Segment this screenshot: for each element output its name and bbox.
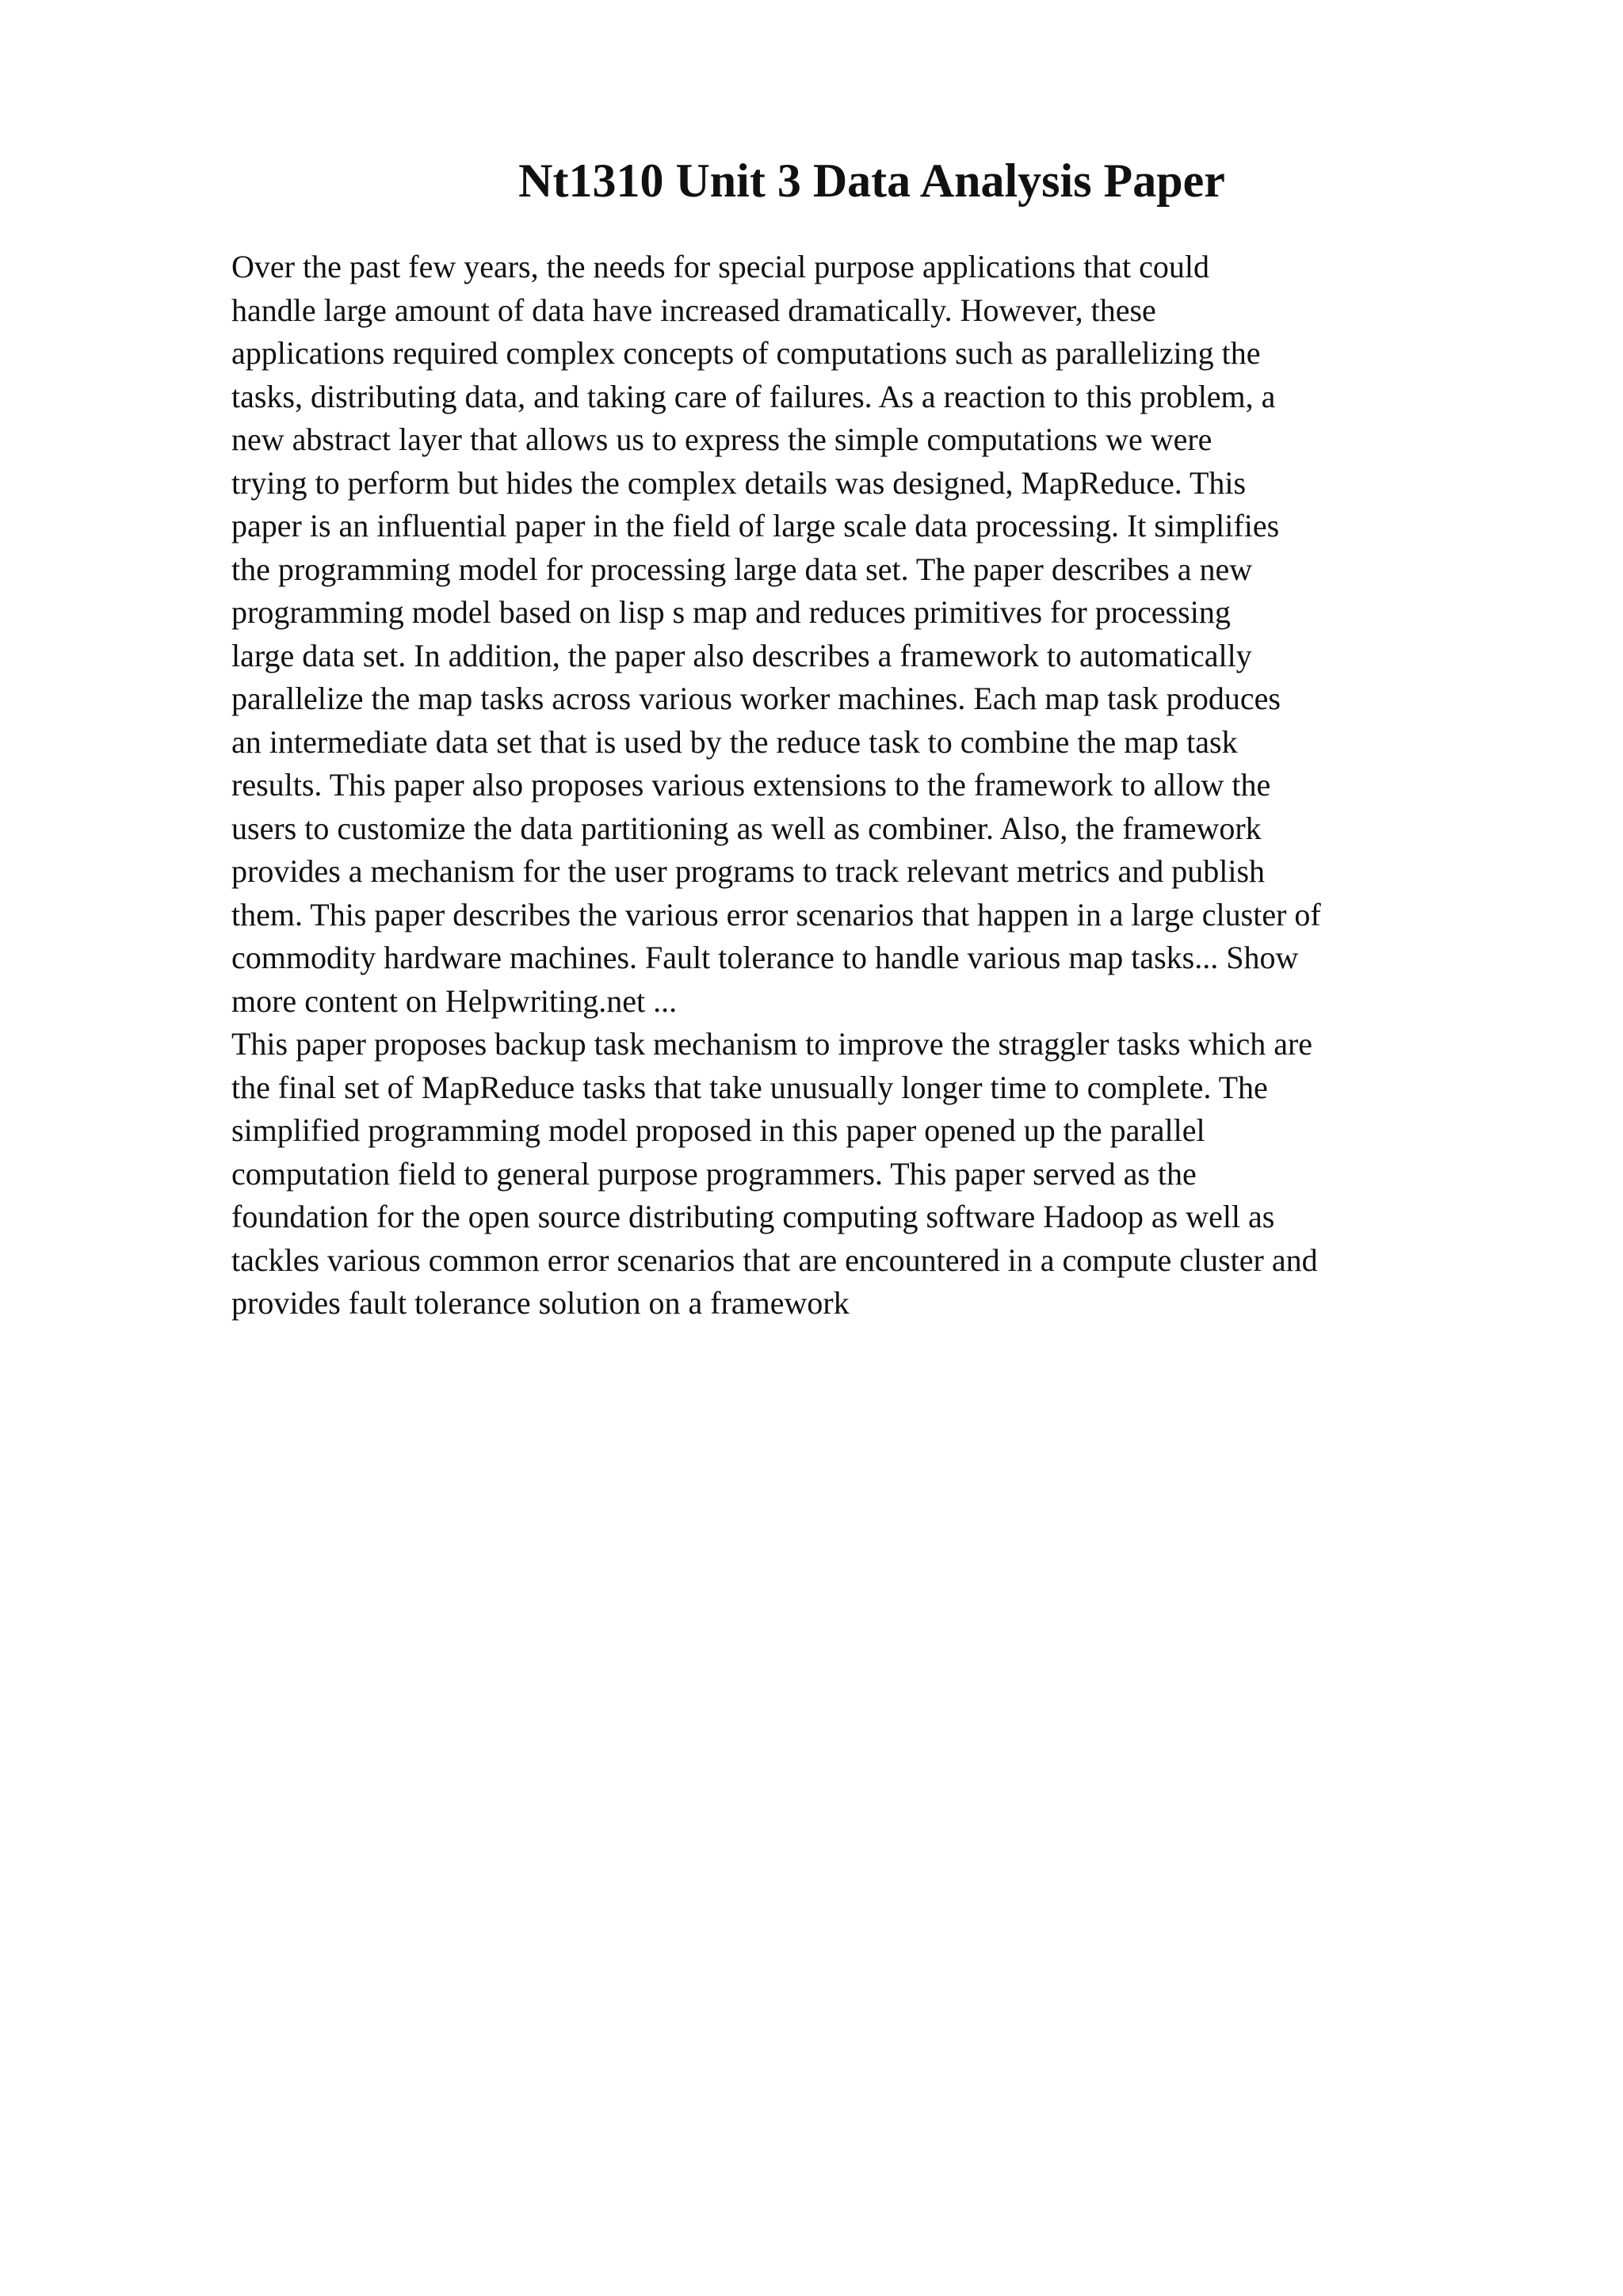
page-title: Nt1310 Unit 3 Data Analysis Paper — [518, 154, 1225, 207]
document-body — [231, 246, 1515, 1325]
paragraph-1: Over the past few years, the needs for special purpose applications that could handle large amount of data have increased dramatically. However, these applications required complex concepts of computations such as parallelizing the tasks, distributing data, and taking care of failures. As a reaction to this problem, a new abstract layer that allows us to express the simple computations we were trying to perform but hides the complex details was designed, MapReduce. This paper is an influential paper in the field of large scale data processing. It simplifies the programming model for processing large data set. The paper describes a new programming model based on lisp s map and reduces primitives for processing large data set. In addition, the paper also describes a framework to automatically parallelize the map tasks across various worker machines. Each map task produces an intermediate data set that is used by the reduce task to combine the map task results. This paper also proposes various extensions to the framework to allow the users to customize the data partitioning as well as combiner. Also, the framework provides a mechanism for the user programs to track relevant metrics and publish them. This paper describes the various error scenarios that happen in a large cluster of commodity hardware machines. Fault tolerance to handle various map tasks... Show more content on Helpwriting.net ... — [231, 249, 1321, 1019]
paragraph-2: This paper proposes backup task mechanism to improve the straggler tasks which are the final set of MapReduce tasks that take unusually longer time to complete. The simplified programming model proposed in this paper opened up the parallel computation field to general purpose programmers. This paper served as the foundation for the open source distributing computing software Hadoop as well as tackles various common error scenarios that are encountered in a compute cluster and provides fault tolerance solution on a framework — [231, 1026, 1318, 1321]
